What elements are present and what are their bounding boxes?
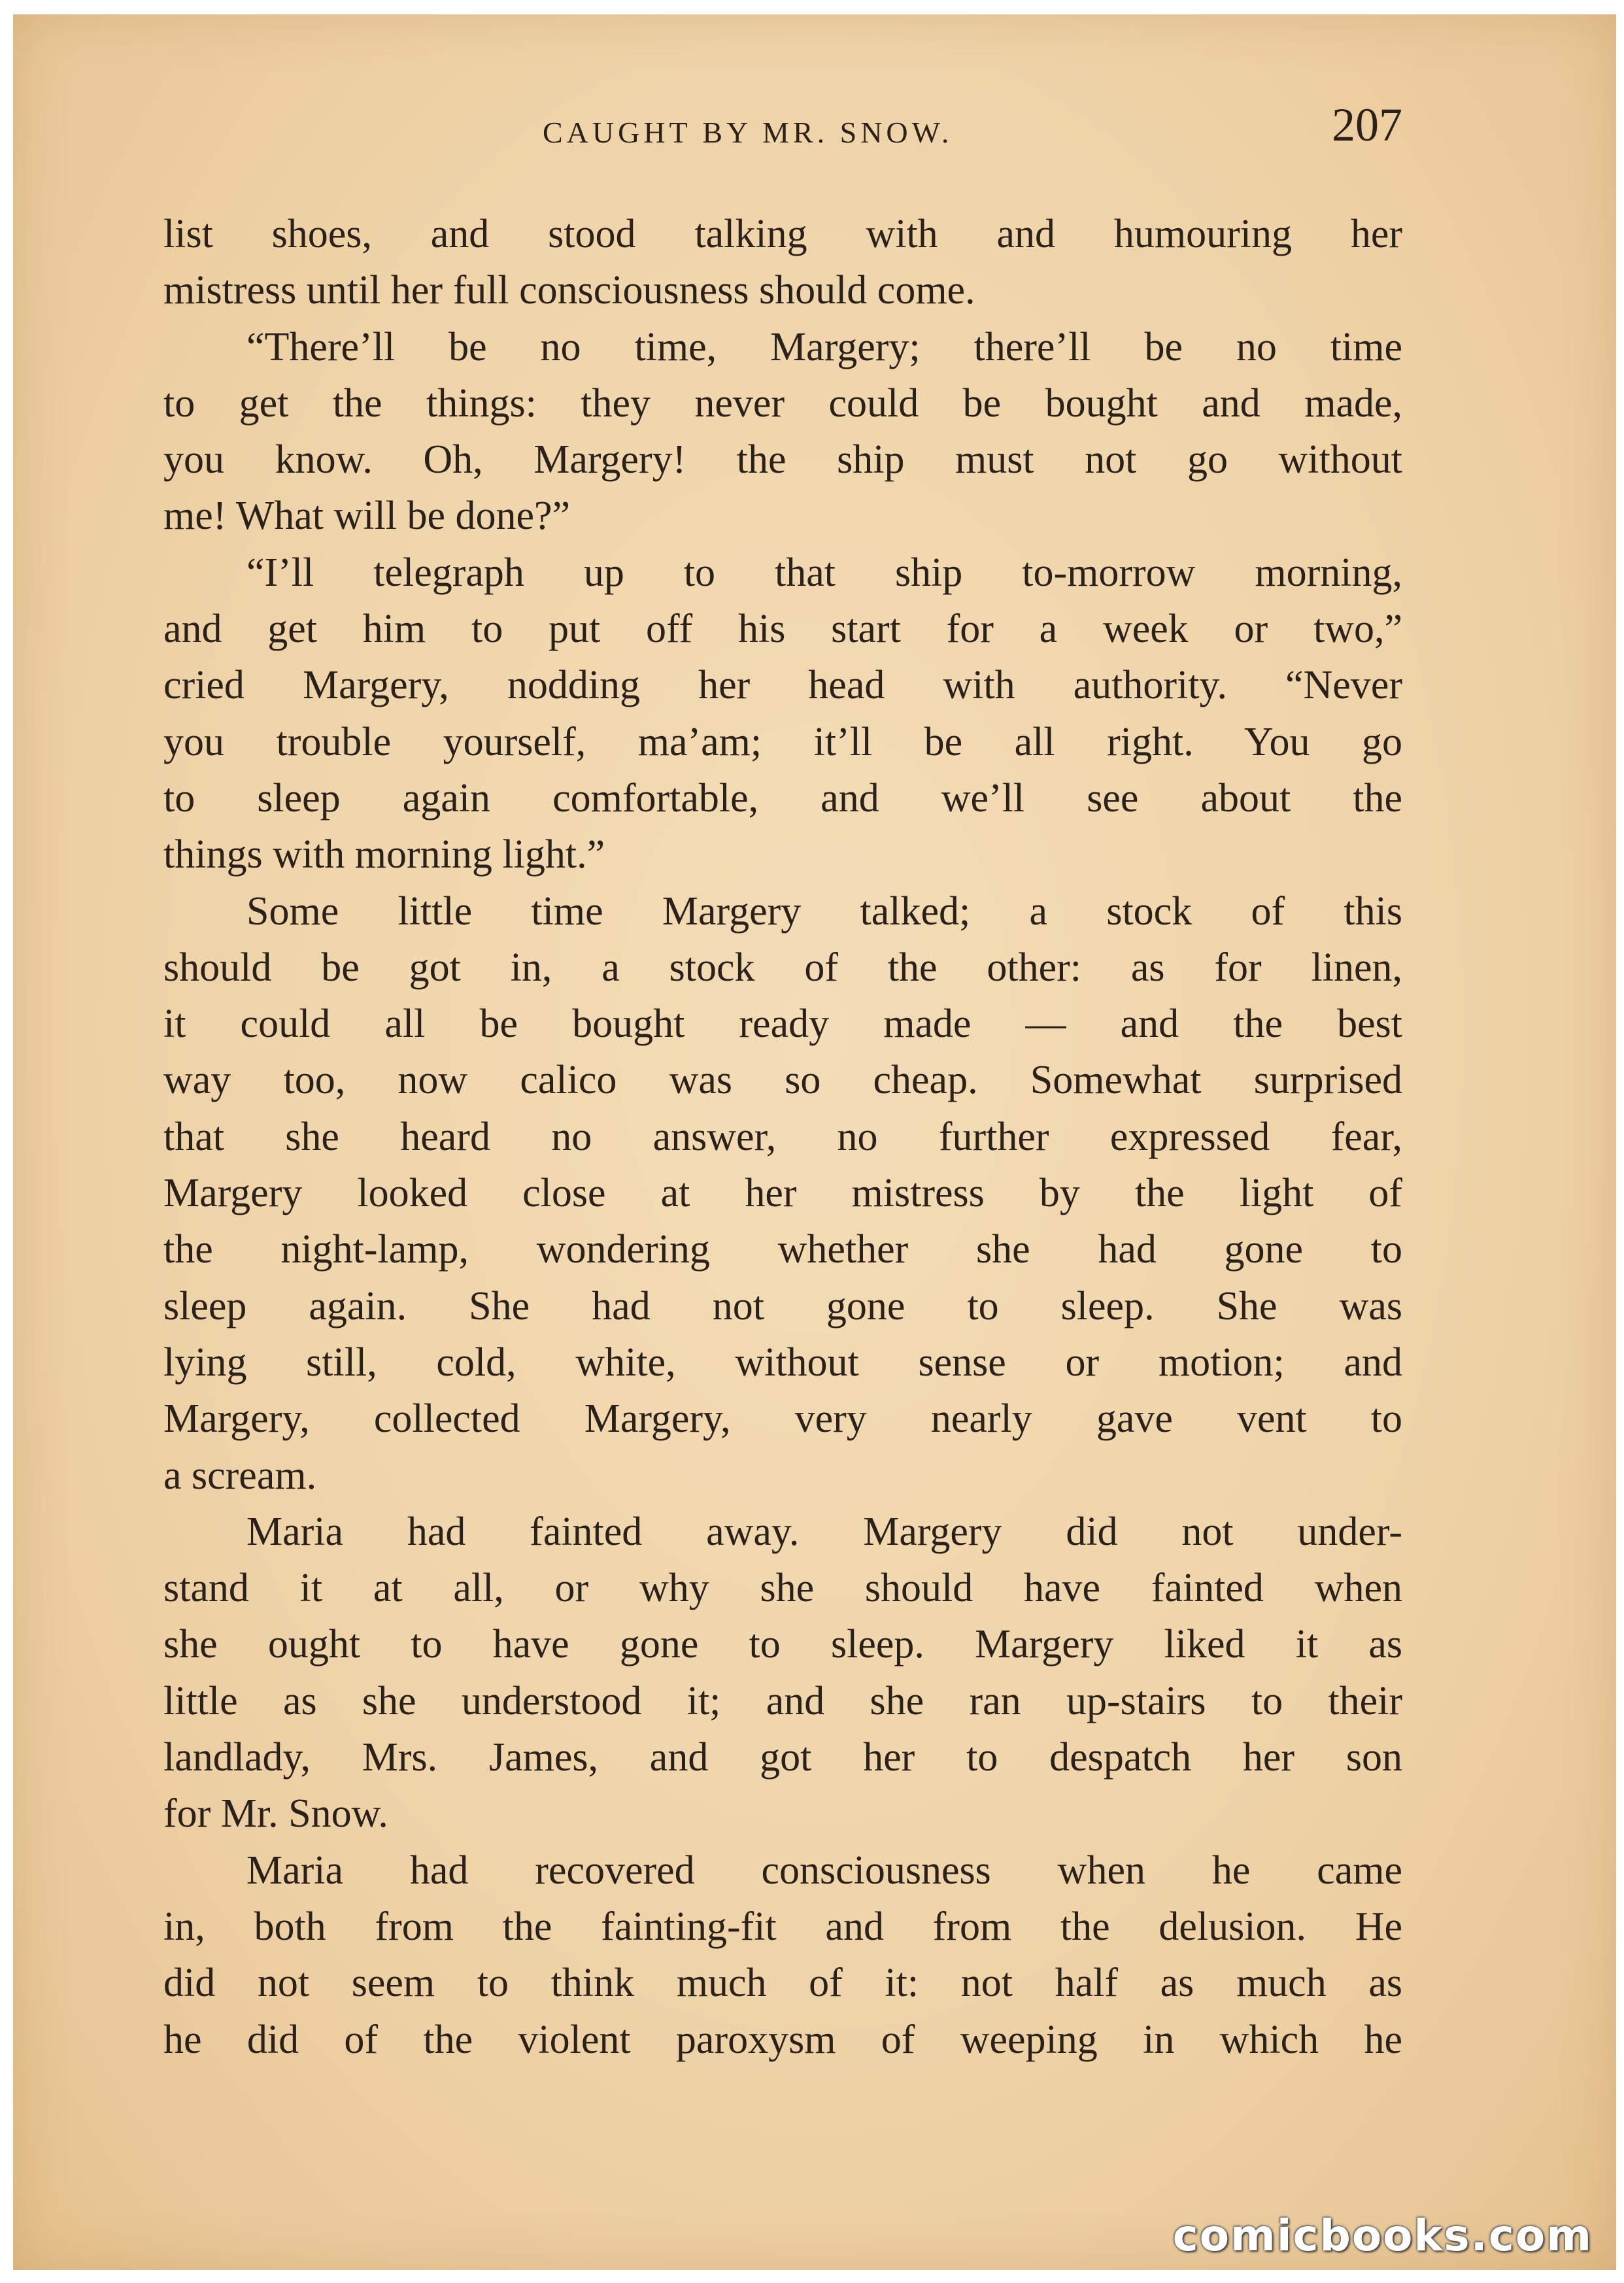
text-line: Margery, collected Margery, very nearly gave vent to — [163, 1396, 1402, 1442]
text-line: mistress until her full consciousness should come. — [163, 268, 975, 313]
text-line: for Mr. Snow. — [163, 1791, 388, 1836]
text-line: lying still, cold, white, without sense or motion; and — [163, 1340, 1402, 1385]
text-line: me! What will be done?” — [163, 494, 571, 539]
text-line: did not seem to think much of it: not half as much as — [163, 1961, 1402, 2006]
text-line: “I’ll telegraph up to that ship to-morrow morning, — [246, 550, 1402, 595]
watermark-logo: comicbooks.com — [1172, 2210, 1593, 2261]
text-line: little as she understood it; and she ran up-stairs to their — [163, 1678, 1402, 1723]
text-line: list shoes, and stood talking with and humouring her — [163, 212, 1402, 256]
text-line: landlady, Mrs. James, and got her to despatch her son — [163, 1735, 1402, 1780]
text-line: you know. Oh, Margery! the ship must not go without — [163, 437, 1402, 482]
text-line: she ought to have gone to sleep. Margery liked it as — [163, 1622, 1402, 1667]
running-title: CAUGHT BY MR. SNOW. — [543, 116, 953, 149]
text-line: the night-lamp, wondering whether she had gone to — [163, 1227, 1402, 1272]
text-line: Margery looked close at her mistress by the light of — [163, 1171, 1402, 1216]
text-line: sleep again. She had not gone to sleep. She was — [163, 1283, 1402, 1328]
text-line: Maria had recovered consciousness when he came — [246, 1848, 1402, 1893]
text-line: way too, now calico was so cheap. Somewhat surprised — [163, 1058, 1402, 1103]
text-line: things with morning light.” — [163, 832, 605, 877]
book-page — [13, 14, 1616, 2270]
text-line: cried Margery, nodding her head with authority. “Never — [163, 663, 1402, 708]
text-line: Maria had fainted away. Margery did not under- — [246, 1509, 1402, 1554]
text-line: Some little time Margery talked; a stock of this — [246, 888, 1402, 934]
text-line: “There’ll be no time, Margery; there’ll be no time — [246, 324, 1402, 369]
text-line: stand it at all, or why she should have fainted when — [163, 1566, 1402, 1611]
page-number: 207 — [1332, 99, 1402, 151]
text-line: a scream. — [163, 1453, 317, 1498]
text-line: it could all be bought ready made — and the best — [163, 1002, 1402, 1047]
body-text — [163, 206, 1402, 2068]
text-line: and get him to put off his start for a week or two,” — [163, 607, 1402, 652]
running-head — [163, 98, 1402, 157]
text-line: that she heard no answer, no further expressed fear, — [163, 1114, 1402, 1159]
text-line: to get the things: they never could be bought and made, — [163, 380, 1402, 426]
text-line: he did of the violent paroxysm of weeping in which he — [163, 2017, 1402, 2062]
text-line: in, both from the fainting-fit and from the delusion. He — [163, 1904, 1402, 1949]
text-line: should be got in, a stock of the other: as for linen, — [163, 945, 1402, 990]
text-line: you trouble yourself, ma’am; it’ll be all right. You go — [163, 719, 1402, 764]
text-line: to sleep again comfortable, and we’ll see about the — [163, 775, 1402, 820]
